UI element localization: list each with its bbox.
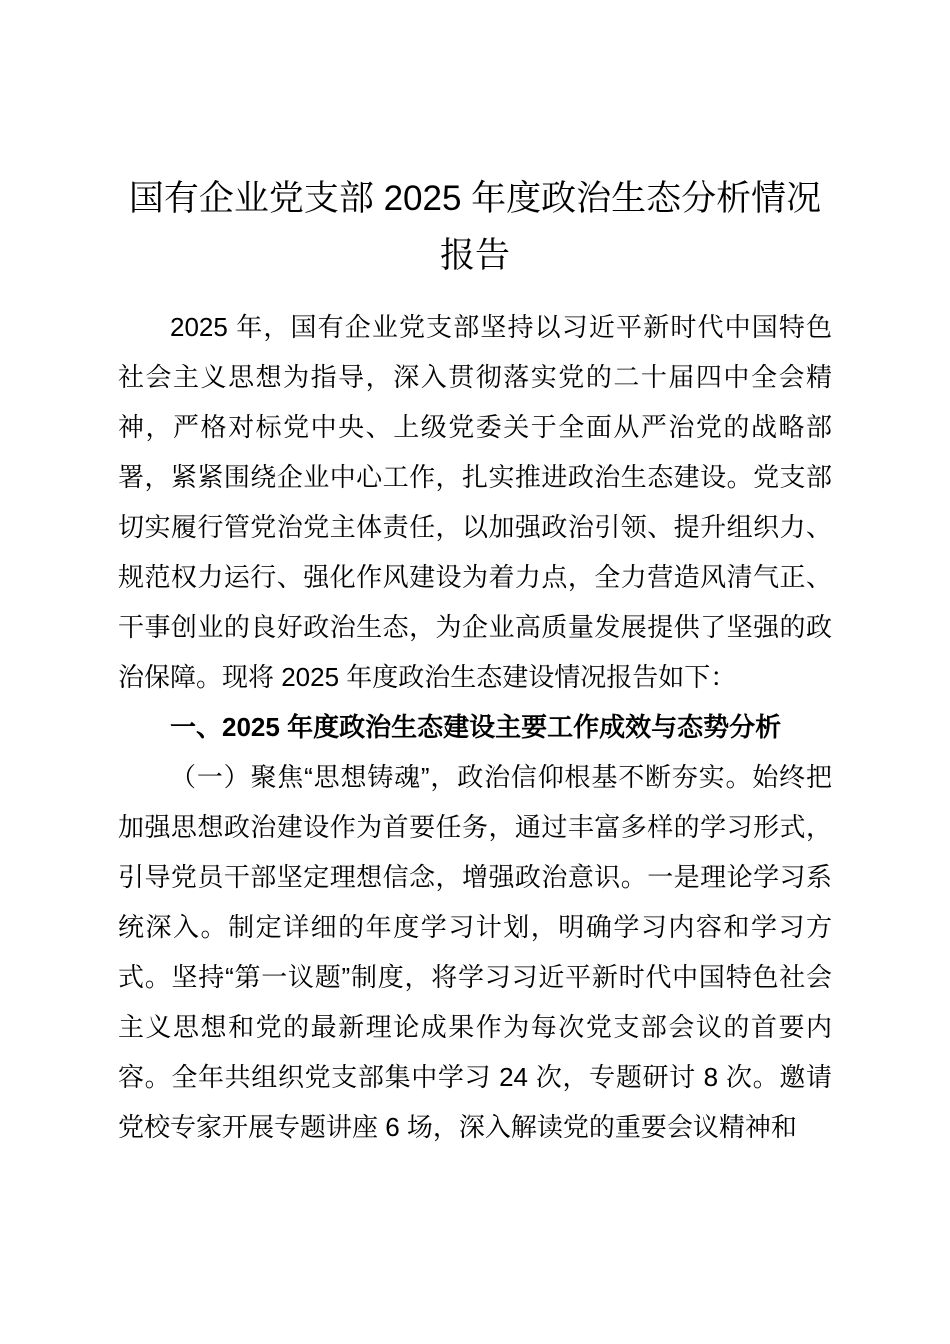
document-title: 国有企业党支部 2025 年度政治生态分析情况报告: [128, 179, 822, 275]
section-1-heading: 一、2025 年度政治生态建设主要工作成效与态势分析: [170, 712, 782, 742]
intro-paragraph: 2025 年，国有企业党支部坚持以习近平新时代中国特色社会主义思想为指导，深入贯彻落实党的二十届四中全会精神，严格对标党中央、上级党委关于全面从严治党的战略部署，紧紧围绕企业中心工作，扎实推进政治生态建设。党支部切实履行管党治党主体责任，以加强政治引领、提升组织力、规范权力运行、强化作风建设为着力点，全力营造风清气正、干事创业的良好政治生态，为企业高质量发展提供了坚强的政治保障。现将 2025 年度政治生态建设情况报告如下：: [118, 312, 832, 692]
section-1-paragraph: （一）聚焦“思想铸魂”，政治信仰根基不断夯实。始终把加强思想政治建设作为首要任务，通过丰富多样的学习形式，引导党员干部坚定理想信念，增强政治意识。一是理论学习系统深入。制定详细的年度学习计划，明确学习内容和学习方式。坚持“第一议题”制度，将学习习近平新时代中国特色社会主义思想和党的最新理论成果作为每次党支部会议的首要内容。全年共组织党支部集中学习 24 次，专题研讨 8 次。邀请党校专家开展专题讲座 6 场，深入解读党的重要会议精神和: [118, 762, 832, 1142]
